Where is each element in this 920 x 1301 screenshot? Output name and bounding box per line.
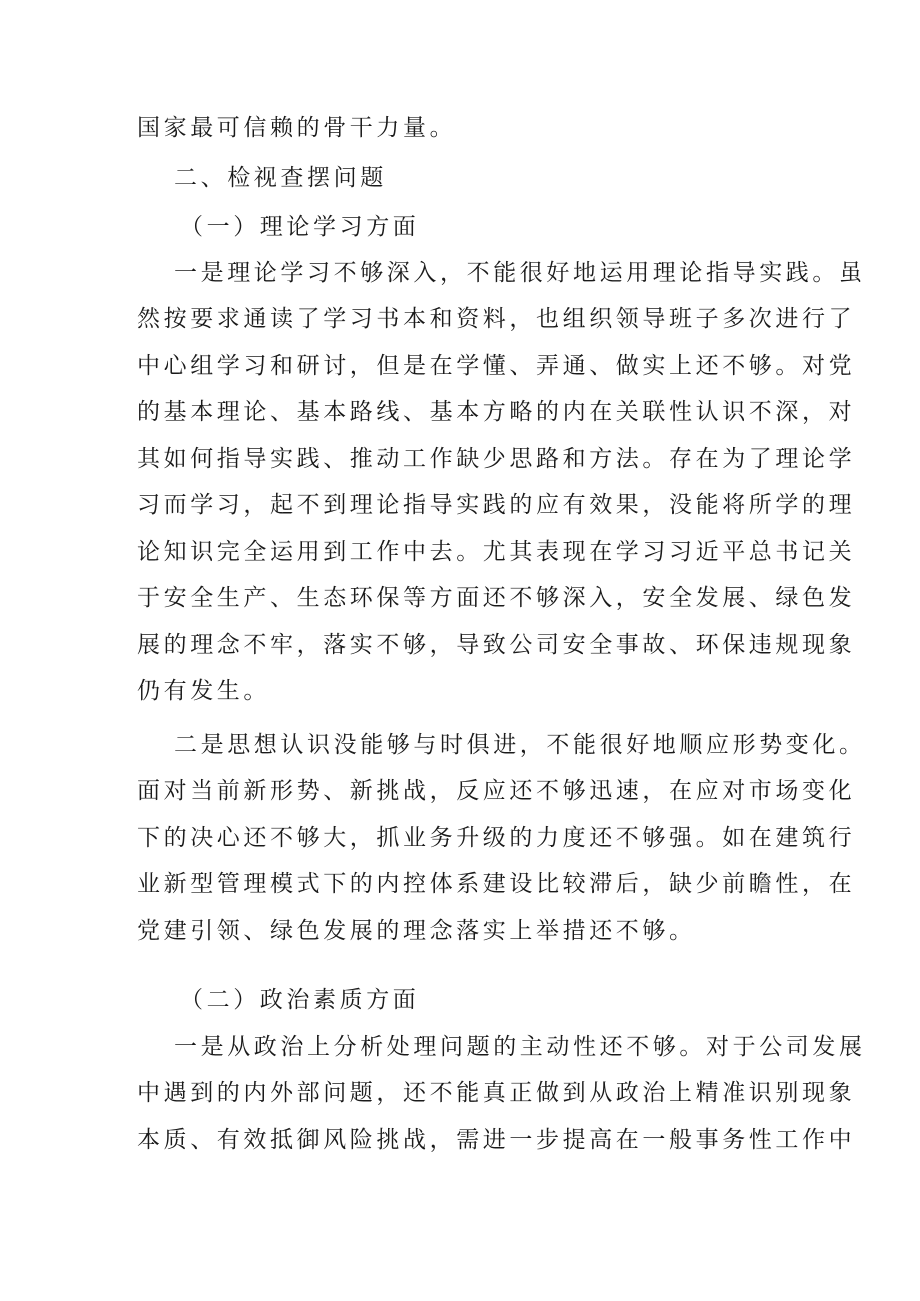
paragraph-first-line: 一是从政治上分析处理问题的主动性还不够。对于公司发展	[174, 1034, 866, 1060]
text-line: 中遇到的内外部问题，还不能真正做到从政治上精准识别现象	[137, 1080, 856, 1106]
text-line: 面对当前新形势、新挑战，反应还不够迅速，在应对市场变化	[137, 778, 856, 804]
text-line: 然按要求通读了学习书本和资料，也组织领导班子多次进行了	[137, 306, 856, 332]
text-line: 仍有发生。	[137, 678, 270, 704]
text-line: 论知识完全运用到工作中去。尤其表现在学习习近平总书记关	[137, 539, 856, 565]
text-line: 国家最可信赖的骨干力量。	[137, 115, 457, 141]
subsection-heading: （一）理论学习方面	[180, 214, 420, 240]
paragraph-first-line: 二是思想认识没能够与时俱进，不能很好地顺应形势变化。	[174, 732, 866, 758]
subsection-heading: （二）政治素质方面	[180, 987, 420, 1013]
section-heading: 二、检视查摆问题	[174, 165, 387, 191]
text-line: 展的理念不牢，落实不够，导致公司安全事故、环保违规现象	[137, 632, 856, 658]
text-line: 其如何指导实践、推动工作缺少思路和方法。存在为了理论学	[137, 446, 856, 472]
text-line: 党建引领、绿色发展的理念落实上举措还不够。	[137, 918, 696, 944]
text-line: 习而学习，起不到理论指导实践的应有效果，没能将所学的理	[137, 492, 856, 518]
text-line: 业新型管理模式下的内控体系建设比较滞后，缺少前瞻性，在	[137, 871, 856, 897]
text-line: 的基本理论、基本路线、基本方略的内在关联性认识不深，对	[137, 399, 856, 425]
paragraph-first-line: 一是理论学习不够深入，不能很好地运用理论指导实践。虽	[174, 260, 866, 286]
text-line: 于安全生产、生态环保等方面还不够深入，安全发展、绿色发	[137, 585, 856, 611]
text-line: 下的决心还不够大，抓业务升级的力度还不够强。如在建筑行	[137, 825, 856, 851]
text-line: 本质、有效抵御风险挑战，需进一步提高在一般事务性工作中	[137, 1127, 856, 1153]
text-line: 中心组学习和研讨，但是在学懂、弄通、做实上还不够。对党	[137, 353, 856, 379]
